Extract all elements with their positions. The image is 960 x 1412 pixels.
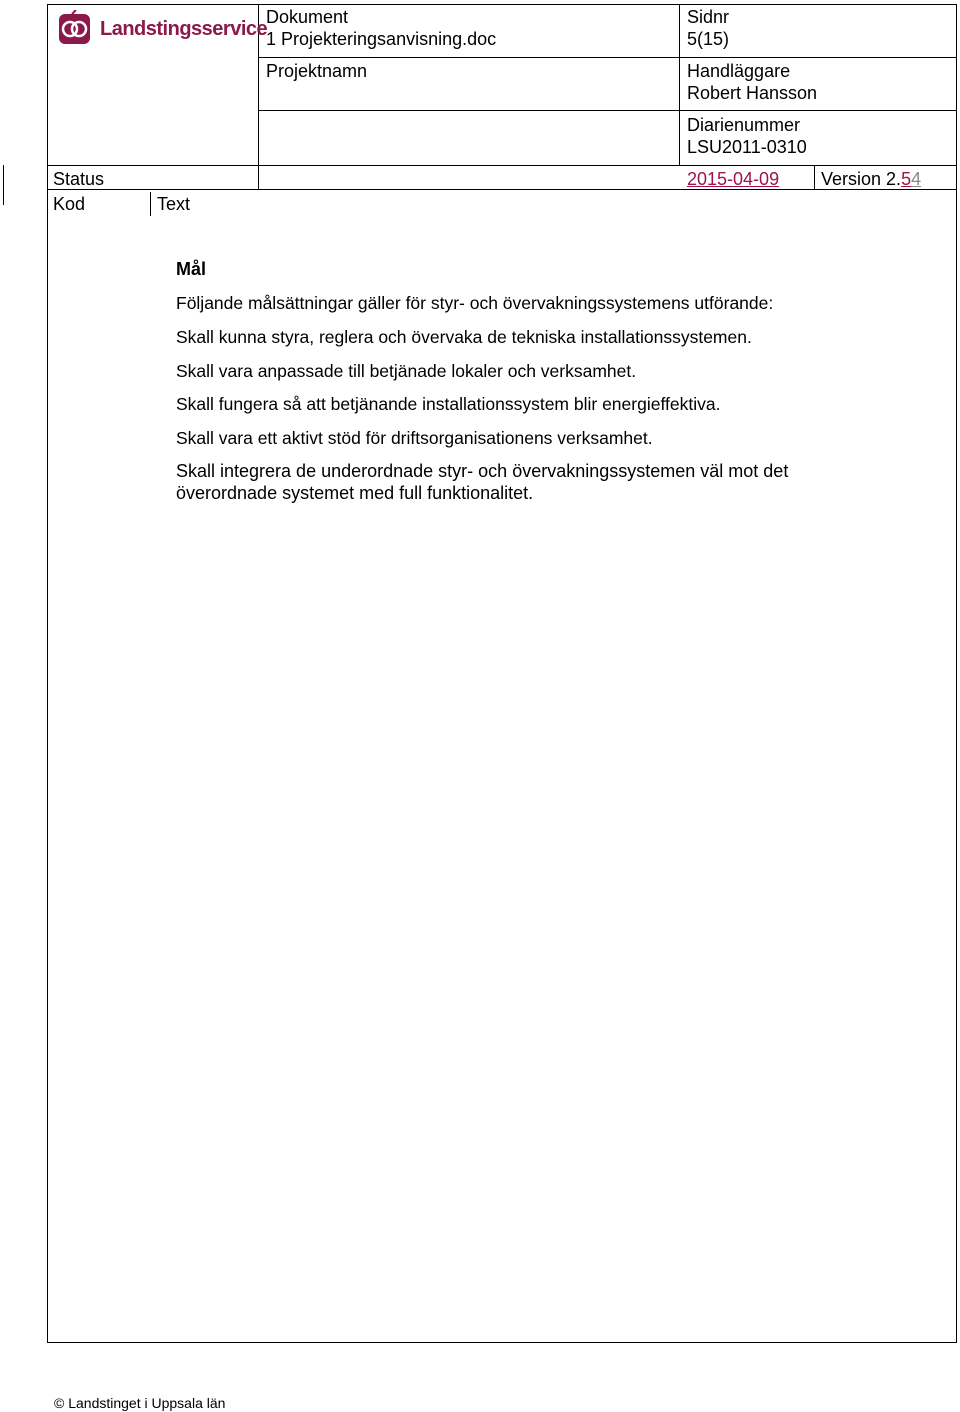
- header-line-3: [47, 165, 957, 166]
- diarienummer-label: Diarienummer: [687, 115, 801, 135]
- version: [821, 168, 921, 190]
- logo-text: Landstingsservice: [100, 18, 268, 40]
- handlaggare-label: Handläggare: [687, 61, 791, 81]
- diarienummer-value: LSU2011-0310: [687, 137, 807, 157]
- goal-item-4: Skall vara ett aktivt stöd för driftsorganisationens verksamhet.: [176, 428, 653, 448]
- version-prefix: Version 2.: [821, 169, 902, 189]
- footer-copyright: © Landstinget i Uppsala län: [54, 1395, 226, 1411]
- dokument-value: 1 Projekteringsanvisning.doc: [266, 29, 497, 49]
- logo: [58, 10, 268, 48]
- intro-paragraph: Följande målsättningar gäller för styr- och övervakningssystemens utförande:: [176, 293, 774, 313]
- header-line-1: [258, 57, 957, 58]
- handlaggare-value: Robert Hansson: [687, 83, 818, 103]
- goal-item-5-line-2: överordnade systemet med full funktionalitet.: [176, 483, 534, 503]
- projektnamn-label: Projektnamn: [266, 61, 368, 81]
- goal-item-5-line-1: Skall integrera de underordnade styr- och övervakningssystemen väl mot det: [176, 461, 789, 481]
- kod-divider: [150, 192, 151, 216]
- margin-bar: [3, 165, 4, 205]
- text-label: Text: [157, 194, 191, 214]
- version-new-digit: 5: [901, 169, 912, 189]
- landstingsservice-logo-icon: [58, 10, 92, 46]
- kod-label: Kod: [53, 194, 86, 214]
- goal-item-3: Skall fungera så att betjänande installationssystem blir energieffektiva.: [176, 394, 721, 414]
- dokument-label: Dokument: [266, 7, 349, 27]
- sidnr-value: 5(15): [687, 29, 730, 49]
- header-line-2: [258, 110, 957, 111]
- section-heading: Mål: [176, 259, 207, 279]
- goal-item-2: Skall vara anpassade till betjänade lokaler och verksamhet.: [176, 361, 637, 381]
- version-old-digit: 4: [911, 169, 922, 189]
- header-divider-right: [679, 4, 680, 165]
- status-label: Status: [53, 169, 105, 189]
- sidnr-label: Sidnr: [687, 7, 730, 27]
- version-divider: [814, 165, 815, 189]
- goal-item-1: Skall kunna styra, reglera och övervaka de tekniska installationssystemen.: [176, 327, 752, 347]
- revision-date: 2015-04-09: [687, 169, 780, 189]
